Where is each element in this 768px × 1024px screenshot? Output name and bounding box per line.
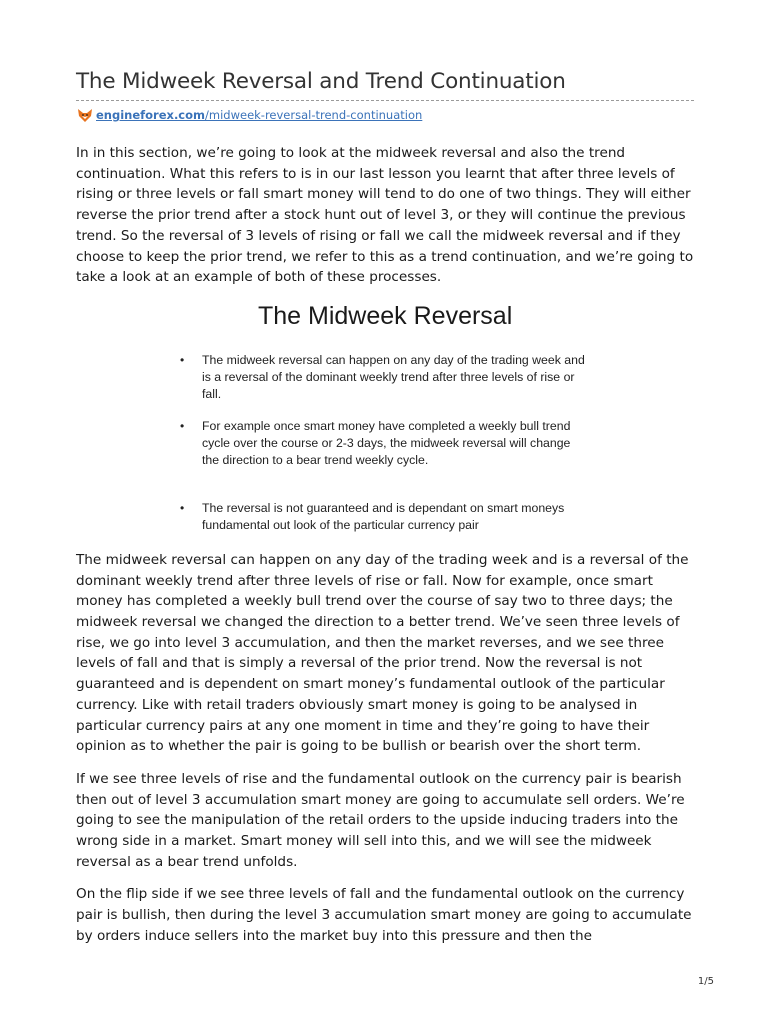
fox-icon	[76, 107, 94, 123]
bullet-dot-icon: •	[180, 500, 185, 515]
source-path-link[interactable]: /midweek-reversal-trend-continuation	[205, 108, 423, 122]
slide-bullet	[180, 500, 590, 534]
page-title: The Midweek Reversal and Trend Continuation	[76, 69, 566, 94]
page-number: 1/5	[697, 976, 714, 987]
paragraph-intro: In in this section, we’re going to look at the midweek reversal and also the trend continuation. What this refers to is in our last lesson you learnt that after three levels of rising or three levels or fall smart money will tend to do one of two things. They will either reverse the prior trend after a stock hunt out of level 3, or they will continue the previous trend. So the reversal of 3 levels of rising or fall we call the midweek reversal and if they choose to keep the prior trend, we refer to this as a trend continuation, and we’re going to take a look at an example of both of these processes.	[76, 145, 694, 286]
bullet-dot-icon: •	[180, 352, 185, 367]
slide-bullet-text: The midweek reversal can happen on any day of the trading week and is a reversal of the dominant weekly trend after three levels of rise or fall.	[202, 352, 585, 401]
title-divider	[76, 100, 694, 101]
source-domain-link[interactable]: engineforex.com	[96, 108, 206, 122]
slide-image	[178, 302, 598, 542]
paragraph-midweek-reversal: The midweek reversal can happen on any day of the trading week and is a reversal of the dominant weekly trend after three levels of rise or fall. Now for example, once smart money has completed a weekly bull trend over the course of say two to three days; the midweek reversal we changed the direction to a better trend. We’ve seen three levels of rise, we go into level 3 accumulation, and then the market reverses, and we see three levels of fall and that is simply a reversal of the prior trend. Now the reversal is not guaranteed and is dependent on smart money’s fundamental outlook of the particular currency. Like with retail traders obviously smart money is going to be analysed in particular currency pairs at any one moment in time and they’re going to have their opinion as to whether the pair is going to be bullish or bearish over the short term.	[76, 551, 689, 755]
slide-title: The Midweek Reversal	[258, 301, 513, 330]
slide-bullet-text: The reversal is not guaranteed and is dependant on smart moneys fundamental out look of the particular currency pair	[202, 500, 565, 532]
source-line	[76, 106, 694, 124]
bullet-dot-icon: •	[180, 418, 185, 433]
paragraph-three-levels-fall: On the flip side if we see three levels of fall and the fundamental outlook on the currency pair is bullish, then during the level 3 accumulation smart money are going to accumulate by orders induce sellers into the market buy into this pressure and then the	[76, 886, 692, 944]
document-page	[76, 0, 694, 947]
paragraph-three-levels-rise: If we see three levels of rise and the fundamental outlook on the currency pair is bearish then out of level 3 accumulation smart money are going to accumulate sell orders. We’re going to see the manipulation of the retail orders to the upside inducing traders into the wrong side in a market. Smart money will sell into this, and we will see the midweek reversal as a bear trend unfolds.	[76, 770, 685, 870]
slide-bullet	[180, 418, 590, 468]
slide-bullet-text: For example once smart money have completed a weekly bull trend cycle over the course or 2-3 days, the midweek reversal will change the direction to a bear trend weekly cycle.	[202, 418, 571, 467]
slide-bullet	[180, 352, 590, 402]
